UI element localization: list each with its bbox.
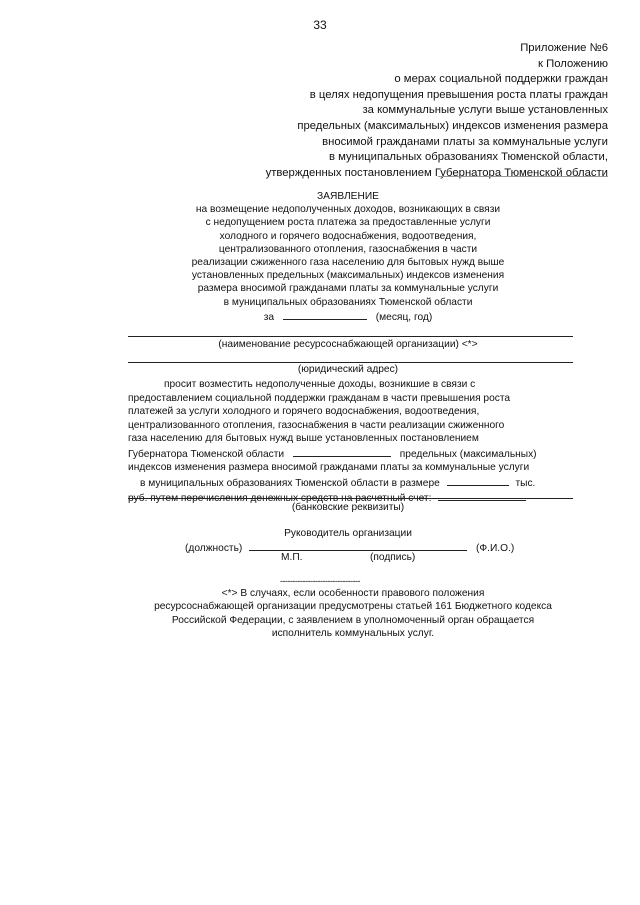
body-line: индексов изменения размера вносимой гражданами платы за коммунальные услуги — [128, 462, 530, 473]
signature-field[interactable] — [249, 540, 467, 551]
body-line — [128, 475, 573, 491]
sign-caption: (подпись) — [370, 552, 416, 563]
fio-caption: (Ф.И.О.) — [475, 543, 515, 554]
appendix-line: о мерах социальной поддержки граждан — [394, 73, 608, 86]
signature-row — [185, 540, 514, 554]
footnote-line: Российской Федерации, с заявлением в уполномоченный орган обращается — [171, 614, 535, 626]
application-title — [128, 190, 568, 324]
appendix-header — [266, 41, 608, 181]
application-body — [128, 378, 573, 506]
org-name-field[interactable] — [128, 336, 573, 337]
appendix-line: вносимой гражданами платы за коммунальные услуги — [322, 135, 608, 148]
footnote — [128, 587, 578, 641]
title-line: на возмещение недополученных доходов, возникающих в связи — [195, 204, 501, 216]
org-name-caption: (наименование ресурсоснабжающей организации) <*> — [218, 339, 478, 350]
period-field[interactable] — [283, 309, 367, 320]
footnote-separator: -------------------------------- — [280, 576, 360, 586]
amount-field[interactable] — [447, 475, 509, 486]
title-line: с недопущением роста платежа за предоставленные услуги — [205, 217, 491, 229]
period-prefix: за — [263, 311, 275, 323]
appendix-line: к Положению — [538, 57, 608, 70]
title-line: в муниципальных образованиях Тюменской области — [223, 296, 473, 308]
title-line: холодного и горячего водоснабжения, водоотведения, — [219, 230, 477, 242]
body-line: платежей за услуги холодного и горячего водоснабжения, водоотведения, — [128, 406, 480, 417]
body-line: газа населению для бытовых нужд выше установленных постановлением — [128, 433, 479, 444]
title-line: реализации сжиженного газа населению для бытовых нужд выше — [191, 257, 505, 269]
period-caption: (месяц, год) — [375, 311, 433, 323]
body-line: предоставлением социальной поддержки гражданам в части превышения роста — [128, 392, 511, 404]
body-line-end: тыс. — [515, 477, 536, 489]
period-line — [128, 309, 568, 324]
title-line: централизованного отопления, газоснабжения в части — [218, 243, 478, 255]
header-divider — [438, 176, 608, 177]
title-line: размера вносимой гражданами платы за коммунальные услуги — [197, 283, 499, 295]
account-field[interactable] — [438, 490, 526, 501]
bank-details-field[interactable] — [128, 498, 573, 499]
stamp-caption: М.П. — [281, 552, 303, 563]
footnote-line: исполнитель коммунальных услуг. — [271, 628, 435, 640]
title-line: установленных предельных (максимальных) индексов изменения — [191, 270, 505, 282]
body-line-start: руб. путем перечисления денежных средств на расчетный счет: — [128, 493, 432, 504]
legal-address-field[interactable] — [128, 362, 573, 363]
signature-heading: Руководитель организации — [284, 528, 412, 539]
position-caption: (должность) — [185, 543, 243, 554]
appendix-line: предельных (максимальных) индексов изменения размера — [297, 119, 608, 132]
appendix-line: в муниципальных образованиях Тюменской области, — [328, 151, 608, 164]
footnote-line: ресурсоснабжающей организации предусмотрены статьей 161 Бюджетного кодекса — [154, 601, 552, 613]
appendix-line: утвержденных постановлением Губернатора Тюменской области — [265, 166, 608, 179]
footnote-line: <*> В случаях, если особенности правового положения — [221, 588, 485, 599]
body-line-start: в муниципальных образованиях Тюменской области в размере — [140, 477, 440, 489]
appendix-line: за коммунальные услуги выше установленных — [362, 104, 608, 117]
body-line: просит возместить недополученные доходы, возникшие в связи с — [164, 379, 476, 390]
appendix-line: в целях недопущения превышения роста платы граждан — [309, 88, 608, 101]
body-line-end: предельных (максимальных) — [399, 448, 537, 460]
appendix-line: Приложение №6 — [520, 42, 608, 54]
page-number: 33 — [313, 18, 327, 32]
body-line-start: Губернатора Тюменской области — [128, 448, 285, 460]
bank-details-caption: (банковские реквизиты) — [291, 502, 405, 513]
body-line: централизованного отопления, газоснабжения в части реализации сжиженного — [128, 419, 505, 431]
title-heading: ЗАЯВЛЕНИЕ — [317, 191, 379, 202]
legal-address-caption: (юридический адрес) — [297, 364, 399, 375]
body-line — [128, 446, 573, 462]
resolution-field[interactable] — [293, 446, 391, 457]
